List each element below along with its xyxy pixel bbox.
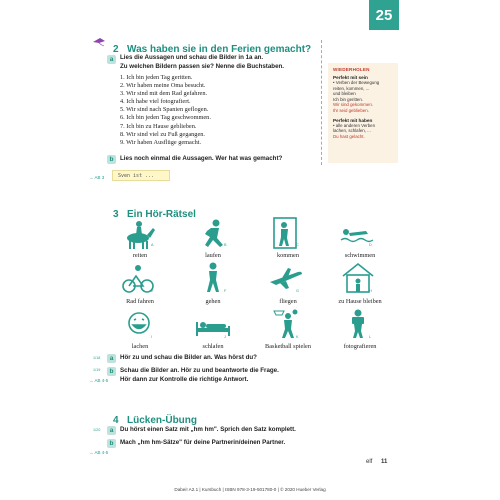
picture-letter: F — [224, 289, 227, 293]
section-number: 4 — [113, 415, 119, 426]
list-item: 4. Ich habe viel fotografiert. — [120, 98, 191, 106]
picture-letter: C — [296, 243, 299, 247]
audio-track[interactable]: 1/18 — [93, 356, 101, 360]
picture-letter: A — [151, 243, 154, 247]
exercise-marker-a: a — [107, 55, 116, 64]
exercise-marker-a: a — [107, 354, 116, 363]
picture-caption: kommen — [276, 252, 300, 259]
cyclist-icon — [121, 264, 155, 294]
walker-icon — [201, 262, 225, 294]
laughing-face-icon — [125, 310, 153, 340]
photographer-icon — [345, 308, 371, 340]
picture-caption: fotografieren — [343, 343, 377, 350]
section-number: 3 — [113, 209, 119, 220]
section-number: 2 — [113, 44, 119, 55]
picture-letter: D — [369, 243, 372, 247]
picture-caption: gehen — [205, 298, 221, 305]
section-title: Was haben sie in den Ferien gemacht? — [127, 44, 312, 55]
kite-icon — [92, 37, 106, 47]
airplane-icon — [268, 266, 304, 290]
sidebar-example: Wir sind gekommen. — [333, 102, 374, 108]
picture-letter: G — [296, 289, 299, 293]
swimmer-icon — [340, 226, 374, 244]
list-item: 6. Ich bin jeden Tag geschwommen. — [120, 114, 211, 122]
sidebar-text: reiten, kommen, ... — [333, 85, 370, 91]
picture-letter: H — [369, 289, 372, 293]
picture-letter: L — [369, 335, 372, 339]
footer-credit: Dabei! A2.1 | Kursbuch | ISBN 978-3-19-501780-0 | © 2020 Hueber Verlag — [174, 487, 326, 492]
grammar-sidebar — [328, 63, 398, 163]
section-title: Ein Hör-Rätsel — [127, 209, 196, 220]
exercise-2b-instructions: Lies noch einmal die Aussagen. Wer hat was gemacht? — [120, 155, 283, 162]
exercise-2a-instructions — [120, 54, 320, 71]
picture-caption: zu Hause bleiben — [338, 298, 382, 305]
list-item: 5. Wir sind nach Spanien geflogen. — [120, 106, 209, 114]
picture-letter: J — [224, 335, 226, 339]
sidebar-text: • Verben der Bewegung — [333, 80, 380, 85]
exercise-3a-instructions: Hör zu und schau die Bilder an. Was hörst du? — [120, 354, 257, 361]
audio-track[interactable]: 1/19 — [93, 368, 101, 372]
exercise-marker-b: b — [107, 439, 116, 448]
list-item: 7. Ich bin zu Hause geblieben. — [120, 122, 197, 130]
picture-letter: K — [296, 335, 299, 339]
workbook-reference[interactable]: → AB 4-5 — [89, 450, 109, 455]
exercise-3b-instructions — [120, 367, 340, 384]
list-item: 3. Wir sind mit dem Rad gefahren. — [120, 90, 208, 98]
picture-caption: laufen — [205, 252, 221, 259]
sidebar-example: Ihr seid geblieben. — [333, 107, 369, 113]
exercise-marker-b: b — [107, 367, 116, 376]
instruction-line: Schau die Bilder an. Hör zu und beantworte die Frage. — [120, 367, 279, 374]
section-title: Lücken-Übung — [127, 415, 198, 426]
picture-caption: fliegen — [279, 298, 297, 305]
instruction-line: Zu welchen Bildern passen sie? Nenne die Buchstaben. — [120, 62, 285, 70]
sidebar-text: lachen, schlafen, ... — [333, 128, 371, 134]
picture-caption: schwimmen — [344, 252, 376, 259]
sidebar-subheading: Perfekt mit sein — [333, 75, 368, 80]
picture-caption: lachen — [131, 343, 149, 350]
picture-caption: schlafen — [202, 343, 224, 350]
exercise-marker-b: b — [107, 155, 116, 164]
list-item: 9. Wir haben Ausflüge gemacht. — [120, 138, 202, 146]
picture-caption: Rad fahren — [126, 298, 154, 305]
sidebar-subheading: Perfekt mit haben — [333, 117, 373, 123]
workbook-reference[interactable]: → AB 4-5 — [89, 378, 109, 383]
list-item: 1. Ich bin jeden Tag geritten. — [120, 74, 193, 81]
picture-letter: E — [151, 289, 154, 293]
sidebar-text: und bleiben — [333, 91, 356, 97]
picture-letter: B — [224, 243, 227, 247]
picture-letter: I — [151, 335, 153, 339]
audio-track[interactable]: 1/20 — [93, 428, 101, 432]
statement-list — [120, 74, 320, 147]
instruction-line: Lies die Aussagen und schau die Bilder in 1a an. — [120, 54, 264, 61]
page-word: elf — [366, 459, 373, 465]
sleeping-person-icon — [194, 316, 232, 338]
workbook-reference[interactable]: → AB 3 — [89, 175, 105, 180]
exercise-marker-a: a — [107, 426, 116, 435]
list-item: 8. Wir sind viel zu Fuß gegangen. — [120, 130, 205, 138]
sticky-note: Sven ist ... — [112, 170, 170, 181]
sidebar-text: • alle anderen Verben — [333, 122, 376, 128]
list-item: 2. Wir haben meine Oma besucht. — [120, 82, 206, 90]
exercise-4a-instructions: Du hörst einen Satz mit „hm hm". Sprich den Satz komplett. — [120, 426, 296, 433]
sidebar-heading: WIEDERHOLEN — [333, 67, 370, 72]
column-divider — [321, 40, 322, 165]
page-number: 11 — [381, 459, 388, 465]
sidebar-example: Ich bin geritten. — [333, 96, 364, 102]
picture-caption: reiten — [132, 252, 148, 259]
page-number-badge: 25 — [369, 0, 399, 30]
sidebar-example: Du hast gelacht. — [333, 133, 365, 139]
exercise-4b-instructions: Mach „hm hm-Sätze" für deine Partnerin/deinen Partner. — [120, 439, 286, 446]
instruction-line: Hör dann zur Kontrolle die richtige Antwort. — [120, 375, 249, 383]
picture-caption: Basketball spielen — [265, 343, 311, 350]
